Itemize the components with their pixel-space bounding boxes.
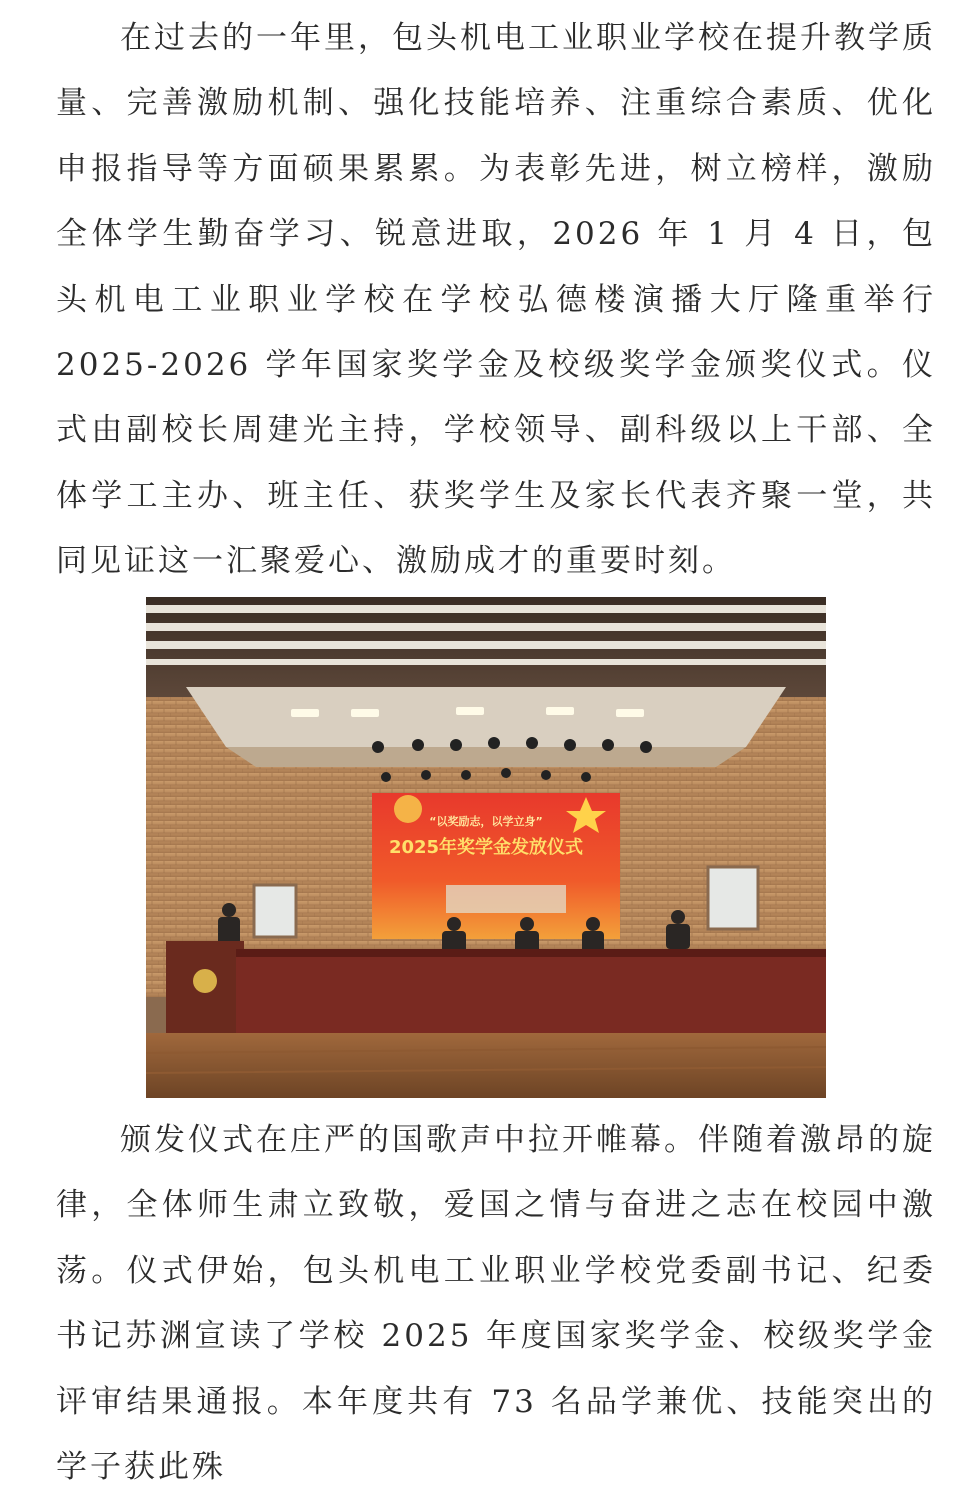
article-paragraph-2: 颁发仪式在庄严的国歌声中拉开帷幕。伴随着激昂的旋律，全体师生肃立致敬，爱国之情与奋进之志在校园中激荡。仪式伊始，包头机电工业职业学校党委副书记、纪委书记苏渊宣读了学校 2025 年度国家奖学金、校级奖学金评审结果通报。本年度共有 73 名品学兼优、技能突出的学子获此殊 [56, 1122, 936, 1486]
ceremony-photo [146, 597, 826, 1098]
screen-slogan: “以奖励志，以学立身” [429, 815, 543, 828]
screen-title: 2025年奖学金发放仪式 [388, 837, 584, 858]
article-paragraph-1: 在过去的一年里，包头机电工业职业学校在提升教学质量、完善激励机制、强化技能培养、注重综合素质、优化申报指导等方面硕果累累。为表彰先进，树立榜样，激励全体学生勤奋学习、锐意进取，2026 年 1 月 4 日，包头机电工业职业学校在学校弘德楼演播大厅隆重举行 2025-2026 学年国家奖学金及校级奖学金颁奖仪式。仪式由副校长周建光主持，学校领导、副科级以上干部、全体学工主办、班主任、获奖学生及家长代表齐聚一堂，共同见证这一汇聚爱心、激励成才的重要时刻。 [56, 20, 936, 580]
